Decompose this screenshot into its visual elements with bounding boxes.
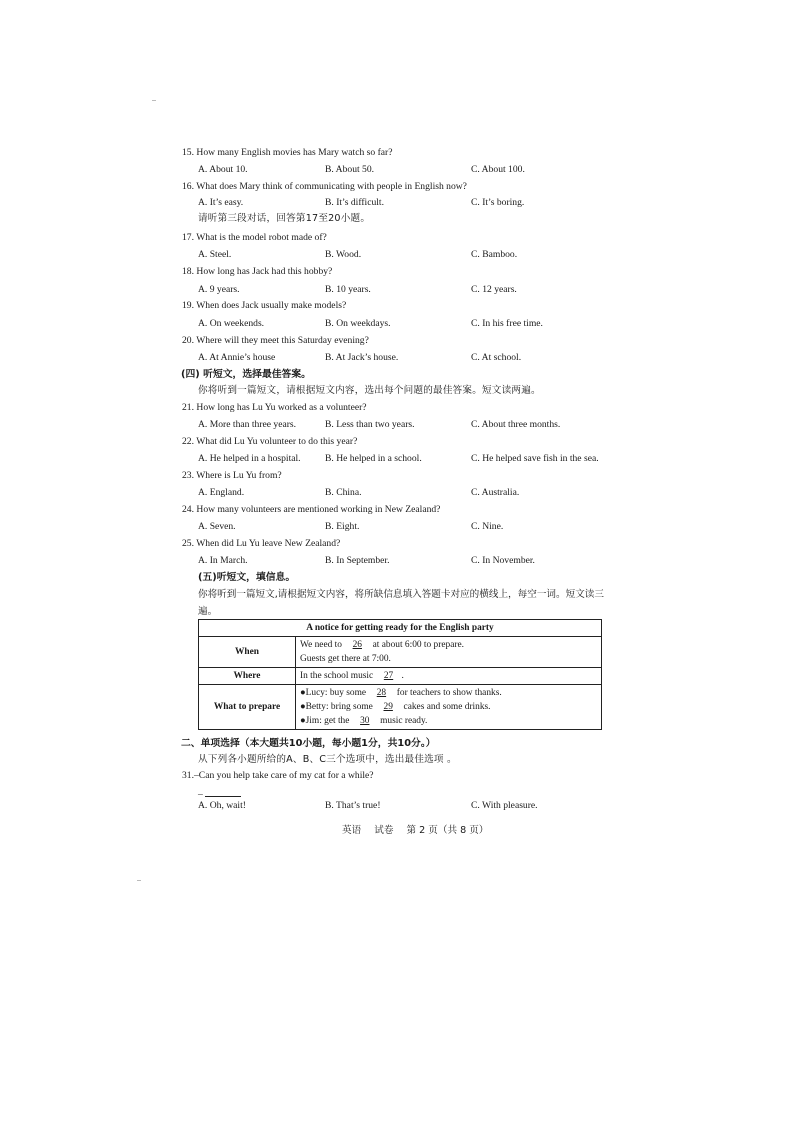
question-number: 17. bbox=[182, 232, 194, 243]
part-2-title: 二、单项选择（本大题共10小题，每小题1分，共10分。） bbox=[181, 738, 436, 749]
question-text: –Can you help take care of my cat for a while? bbox=[194, 770, 374, 781]
question-18-options bbox=[198, 284, 638, 296]
answer-blank-31 bbox=[198, 788, 241, 800]
question-21-options bbox=[198, 419, 638, 431]
instruction-dialogue-3: 请听第三段对话，回答第17至20小题。 bbox=[198, 213, 371, 224]
question-number: 24. bbox=[182, 504, 194, 515]
question-25-options bbox=[198, 555, 638, 567]
question-text: What is the model robot made of? bbox=[196, 232, 327, 243]
lucy-text-pre: ●Lucy: buy some bbox=[300, 688, 369, 698]
option-a: A. 9 years. bbox=[198, 284, 240, 295]
question-24-options bbox=[198, 521, 638, 533]
question-number: 20. bbox=[182, 335, 194, 346]
section-5-instruction: 你将听到一篇短文,请根据短文内容，将所缺信息填入答题卡对应的横线上，每空一词。短文读三遍。 bbox=[198, 589, 604, 617]
question-text: Where is Lu Yu from? bbox=[196, 470, 282, 481]
question-20 bbox=[182, 335, 369, 347]
question-17 bbox=[182, 232, 327, 244]
question-number: 19. bbox=[182, 300, 194, 311]
question-18 bbox=[182, 266, 332, 278]
question-number: 31. bbox=[182, 770, 194, 781]
question-19 bbox=[182, 300, 346, 312]
option-c: C. At school. bbox=[471, 352, 522, 363]
blank-30: 30 bbox=[360, 716, 370, 726]
footer-subject: 英语 bbox=[342, 825, 362, 836]
scan-speck bbox=[152, 100, 156, 101]
option-a: A. On weekends. bbox=[198, 318, 265, 329]
option-c: C. Australia. bbox=[471, 487, 520, 498]
option-b: B. China. bbox=[325, 487, 362, 498]
question-number: 18. bbox=[182, 266, 194, 277]
question-text: How long has Lu Yu worked as a volunteer? bbox=[196, 402, 367, 413]
section-5-title: (五)听短文，填信息。 bbox=[198, 572, 296, 583]
prepare-label: What to prepare bbox=[199, 685, 296, 730]
when-text-post: at about 6:00 to prepare. bbox=[370, 640, 464, 650]
question-text: How long has Jack had this hobby? bbox=[196, 266, 333, 277]
prepare-content bbox=[296, 685, 602, 730]
question-20-options bbox=[198, 352, 638, 364]
question-19-options bbox=[198, 318, 638, 330]
question-number: 16. bbox=[182, 181, 194, 192]
option-b: B. In September. bbox=[325, 555, 390, 566]
option-a: A. Oh, wait! bbox=[198, 800, 246, 811]
option-a: A. About 10. bbox=[198, 164, 248, 175]
question-number: 25. bbox=[182, 538, 194, 549]
option-c: C. In November. bbox=[471, 555, 535, 566]
question-text: How many English movies has Mary watch so far? bbox=[196, 147, 393, 158]
section-4-title: (四) 听短文，选择最佳答案。 bbox=[181, 369, 311, 380]
question-16-options bbox=[198, 197, 638, 209]
jim-text-pre: ●Jim: get the bbox=[300, 716, 352, 726]
question-number: 23. bbox=[182, 470, 194, 481]
option-a: A. More than three years. bbox=[198, 419, 297, 430]
question-number: 15. bbox=[182, 147, 194, 158]
when-text-line2: Guests get there at 7:00. bbox=[300, 654, 391, 664]
option-b: B. 10 years. bbox=[325, 284, 371, 295]
where-label: Where bbox=[199, 668, 296, 685]
question-25 bbox=[182, 538, 340, 550]
question-31-options bbox=[198, 800, 638, 812]
question-22-options bbox=[198, 453, 638, 465]
option-a: A. He helped in a hospital. bbox=[198, 453, 301, 464]
question-21 bbox=[182, 402, 367, 414]
option-c: C. About three months. bbox=[471, 419, 561, 430]
option-b: B. Less than two years. bbox=[325, 419, 415, 430]
blank-29: 29 bbox=[383, 702, 393, 712]
question-text: Where will they meet this Saturday evening? bbox=[196, 335, 369, 346]
option-a: A. In March. bbox=[198, 555, 248, 566]
option-a: A. It’s easy. bbox=[198, 197, 244, 208]
question-number: 21. bbox=[182, 402, 194, 413]
question-23-options bbox=[198, 487, 638, 499]
question-text: What does Mary think of communicating with people in English now? bbox=[196, 181, 467, 192]
option-b: B. It’s difficult. bbox=[325, 197, 384, 208]
jim-text-post: music ready. bbox=[377, 716, 428, 726]
option-b: B. On weekdays. bbox=[325, 318, 391, 329]
question-text: When did Lu Yu leave New Zealand? bbox=[196, 538, 341, 549]
blank-26: 26 bbox=[352, 640, 362, 650]
question-text: When does Jack usually make models? bbox=[196, 300, 347, 311]
question-17-options bbox=[198, 249, 638, 261]
question-22 bbox=[182, 436, 357, 448]
where-content bbox=[296, 668, 602, 685]
where-text-pre: In the school music bbox=[300, 671, 376, 681]
option-a: A. At Annie’s house bbox=[198, 352, 276, 363]
footer-paper: 试卷 bbox=[374, 825, 394, 836]
option-c: C. He helped save fish in the sea. bbox=[471, 453, 599, 464]
option-b: B. That’s true! bbox=[325, 800, 381, 811]
question-15 bbox=[182, 147, 393, 159]
when-content bbox=[296, 637, 602, 668]
question-31 bbox=[182, 770, 374, 782]
option-c: C. In his free time. bbox=[471, 318, 543, 329]
option-c: C. Nine. bbox=[471, 521, 504, 532]
option-c: C. 12 years. bbox=[471, 284, 517, 295]
option-b: B. At Jack’s house. bbox=[325, 352, 399, 363]
section-4-instruction: 你将听到一篇短文，请根据短文内容，选出每个问题的最佳答案。短文读两遍。 bbox=[198, 385, 541, 396]
lucy-text-post: for teachers to show thanks. bbox=[394, 688, 502, 698]
option-a: A. Steel. bbox=[198, 249, 232, 260]
betty-text-post: cakes and some drinks. bbox=[401, 702, 491, 712]
page-footer bbox=[342, 822, 498, 836]
part-2-instruction: 从下列各小题所给的A、B、C三个选项中，选出最佳选项 。 bbox=[198, 754, 457, 765]
when-text-pre: We need to bbox=[300, 640, 345, 650]
question-text: How many volunteers are mentioned working in New Zealand? bbox=[196, 504, 441, 515]
option-c: C. It’s boring. bbox=[471, 197, 525, 208]
blank-28: 28 bbox=[376, 688, 387, 698]
option-b: B. He helped in a school. bbox=[325, 453, 422, 464]
question-24 bbox=[182, 504, 440, 516]
question-15-options bbox=[198, 164, 638, 176]
answer-line bbox=[205, 788, 241, 797]
option-b: B. Wood. bbox=[325, 249, 362, 260]
question-number: 22. bbox=[182, 436, 194, 447]
question-16 bbox=[182, 181, 467, 193]
betty-text-pre: ●Betty: bring some bbox=[300, 702, 376, 712]
when-label: When bbox=[199, 637, 296, 668]
scan-speck bbox=[137, 880, 141, 881]
option-c: C. Bamboo. bbox=[471, 249, 518, 260]
notice-table bbox=[198, 619, 602, 730]
question-text: What did Lu Yu volunteer to do this year? bbox=[194, 436, 358, 447]
option-b: B. About 50. bbox=[325, 164, 375, 175]
option-c: C. About 100. bbox=[471, 164, 525, 175]
question-23 bbox=[182, 470, 282, 482]
option-a: A. England. bbox=[198, 487, 245, 498]
option-c: C. With pleasure. bbox=[471, 800, 538, 811]
answer-dash: – bbox=[198, 789, 203, 800]
where-text-post: . bbox=[401, 671, 404, 681]
notice-title: A notice for getting ready for the English party bbox=[199, 620, 602, 637]
footer-page-number: 第 2 页（共 8 页） bbox=[406, 825, 489, 836]
option-b: B. Eight. bbox=[325, 521, 360, 532]
blank-27: 27 bbox=[383, 671, 394, 681]
option-a: A. Seven. bbox=[198, 521, 236, 532]
